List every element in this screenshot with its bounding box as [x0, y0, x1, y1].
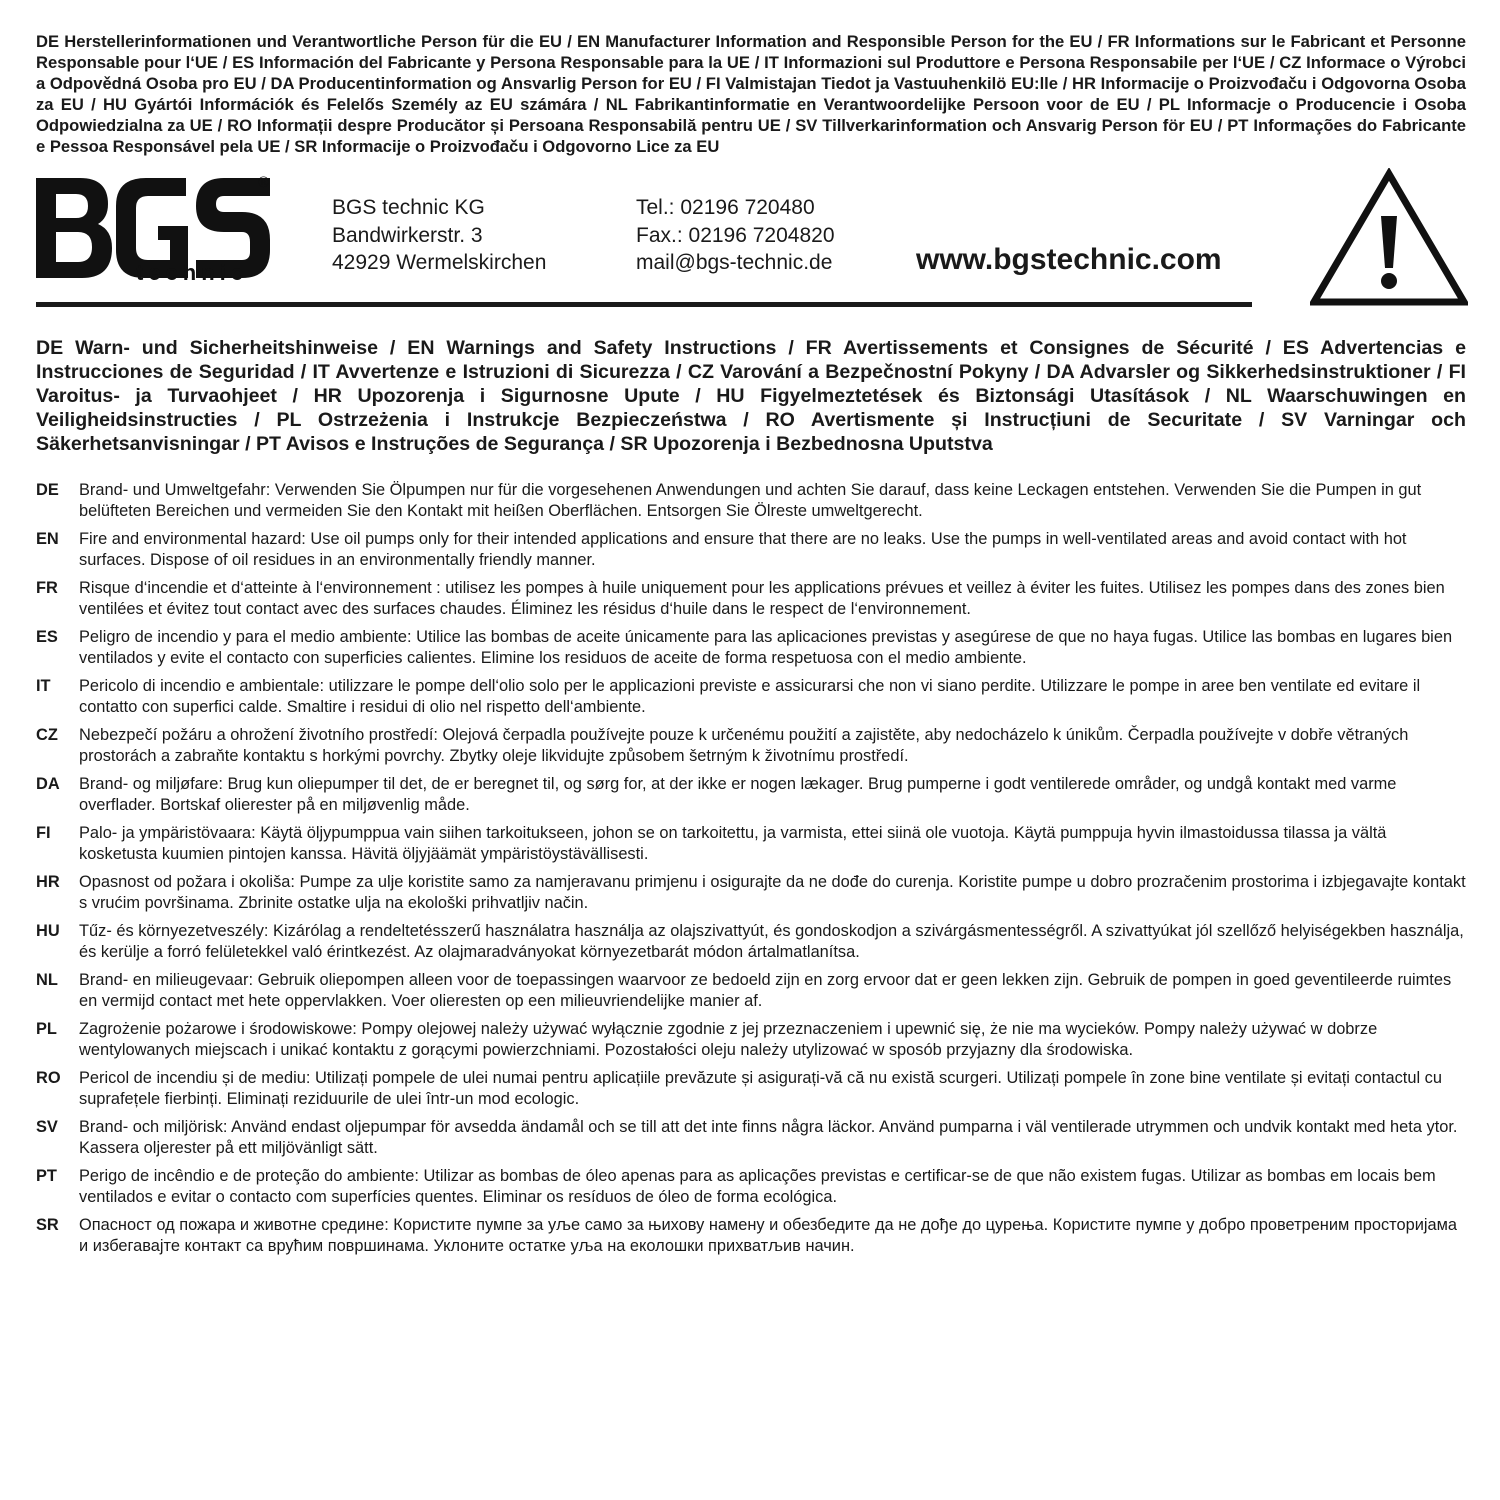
safety-entry-sv: [36, 1117, 1466, 1159]
safety-entry-hr: [36, 872, 1466, 914]
manufacturer-header: [36, 172, 1466, 322]
language-code: NL: [36, 971, 58, 989]
safety-text: Pericolo di incendio e ambientale: utilizzare le pompe dell‘olio solo per le applicazioni previste e assicurarsi che non vi siano perdite. Utilizzare le pompe in aree ben ventilate ed evitare il contatto con superfici calde. Smaltire i residui di olio nel rispetto dell‘ambiente.: [79, 677, 1421, 716]
safety-entry-ro: [36, 1068, 1466, 1110]
safety-entries-list: [36, 480, 1466, 1257]
website-url: www.bgstechnic.com: [916, 243, 1222, 276]
safety-text: Risque d‘incendie et d‘atteinte à l‘environnement : utilisez les pompes à huile uniquement pour les applications prévues et veillez à éviter les fuites. Utilisez les pompes dans des zones bien ventilées et évitez tout contact avec des surfaces chaudes. Éliminez les résidus d‘huile dans le respect de l‘environnement.: [79, 579, 1445, 618]
safety-entry-nl: [36, 970, 1466, 1012]
safety-text: Brand- og miljøfare: Brug kun oliepumper til det, de er beregnet til, og sørg for, at der ikke er nogen lækager. Brug pumperne i godt ventilerede områder, og undgå kontakt med varme overflader. Bortskaf olierester på en miljøvenlig måde.: [79, 775, 1397, 814]
safety-entry-fr: [36, 578, 1466, 620]
safety-text: Perigo de incêndio e de proteção do ambiente: Utilizar as bombas de óleo apenas para as aplicações previstas e certificar-se de que não existem fugas. Utilizar as bombas em locais bem ventilados e evitar o contacto com superfícies quentes. Eliminar os resíduos de óleo de forma ecológica.: [79, 1167, 1436, 1206]
safety-text: Brand- en milieugevaar: Gebruik oliepompen alleen voor de toepassingen waarvoor ze bedoeld zijn en zorg ervoor dat er geen lekken zijn. Gebruik de pompen in goed geventileerde ruimtes en vermijd contact met hete oppervlakken. Voer olieresten op een milieuvriendelijke manier af.: [79, 971, 1452, 1010]
language-code: FR: [36, 579, 58, 597]
safety-entry-es: [36, 627, 1466, 669]
safety-entry-sr: [36, 1215, 1466, 1257]
language-code: DE: [36, 481, 59, 499]
language-code: PL: [36, 1020, 57, 1038]
logo-registered-mark: ®: [258, 174, 270, 191]
language-code: HU: [36, 922, 60, 940]
fax-number: Fax.: 02196 7204820: [636, 223, 835, 247]
company-address: [332, 194, 546, 277]
company-name: BGS technic KG: [332, 196, 485, 219]
bgs-logo: [36, 174, 276, 284]
safety-entry-hu: [36, 921, 1466, 963]
safety-text: Nebezpečí požáru a ohrožení životního prostředí: Olejová čerpadla používejte pouze k určenému použití a zajistěte, aby nedocházelo k únikům. Čerpadla používejte v dobře větraných prostorách a zabraňte kontaktu s horkými povrchy. Zbytky oleje likvidujte způsobem šetrným k životnímu prostředí.: [79, 726, 1409, 765]
language-code: SR: [36, 1216, 59, 1234]
safety-entry-pl: [36, 1019, 1466, 1061]
safety-text: Pericol de incendiu și de mediu: Utilizați pompele de ulei numai pentru aplicațiile prevăzute și asigurați-vă că nu există scurgeri. Utilizați pompele în zone bine ventilate și evitați contactul cu suprafețele fierbinți. Eliminați reziduurile de ulei într-un mod ecologic.: [79, 1069, 1442, 1108]
safety-entry-pt: [36, 1166, 1466, 1208]
safety-text: Fire and environmental hazard: Use oil pumps only for their intended applications and ensure that there are no leaks. Use the pumps in well-ventilated areas and avoid contact with hot surfaces. Dispose of oil residues in an environmentally friendly manner.: [79, 530, 1407, 569]
city-address: 42929 Wermelskirchen: [332, 251, 547, 274]
language-code: PT: [36, 1167, 57, 1185]
safety-text: Zagrożenie pożarowe i środowiskowe: Pompy olejowej należy używać wyłącznie zgodnie z jej przeznaczeniem i upewnić się, że nie ma wycieków. Pompy należy używać w dobrze wentylowanych miejscach i unikać kontaktu z gorącymi powierzchniami. Pozostałości oleju należy utylizować w sposób przyjazny dla środowiska.: [79, 1020, 1378, 1059]
language-code: ES: [36, 628, 58, 646]
safety-text: Brand- och miljörisk: Använd endast oljepumpar för avsedda ändamål och se till att det inte finns några läckor. Använd pumparna i väl ventilerade utrymmen och undvik kontakt med heta ytor. Kassera oljerester på ett miljövänligt sätt.: [79, 1118, 1458, 1157]
language-code: RO: [36, 1069, 61, 1087]
manufacturer-info-heading: DE Herstellerinformationen und Verantwortliche Person für die EU / EN Manufacturer Information and Responsible Person for the EU / FR Informations sur le Fabricant et Personne Responsable pour l‘UE / ES Información del Fabricante y Persona Responsable para la UE / IT Informazioni sul Produttore e Persona Responsabile per l‘UE / CZ Informace o Výrobci a Odpovědná Osoba pro EU / DA Producentinformation og Ansvarlig Person for EU / FI Valmistajan Tiedot ja Vastuuhenkilö EU:lle / HR Informacije o Proizvođaču i Odgovorna Osoba za EU / HU Gyártói Információk és Felelős Személy az EU számára / NL Fabrikantinformatie en Verantwoordelijke Persoon voor de EU / PL Informacje o Producencie i Osoba Odpowiedzialna za UE / RO Informații despre Producător și Persoana Responsabilă pentru UE / SV Tillverkarinformation och Ansvarig Person för EU / PT Informações do Fabricante e Pessoa Responsável pela UE / SR Informacije o Proizvođaču i Odgovorno Lice za EU: [36, 32, 1466, 156]
email-address: mail@bgs-technic.de: [636, 251, 833, 274]
warning-triangle-icon: [1310, 168, 1468, 308]
language-code: EN: [36, 530, 59, 548]
safety-text: Tűz- és környezetveszély: Kizárólag a rendeltetésszerű használatra használja az olajszivattyút, és gondoskodjon a szivárgásmentességről. A szivattyúkat jól szellőző helyiségekben használja, és kerülje a forró felületekkel való érintkezést. Az olajmaradványokat környezetbarát módon ártalmatlanítsa.: [79, 922, 1464, 961]
document-page: [36, 31, 1466, 1264]
safety-entry-cz: [36, 725, 1466, 767]
safety-text: Opasnost od požara i okoliša: Pumpe za ulje koristite samo za namjeravanu primjenu i osigurajte da ne dođe do curenja. Koristite pumpe u dobro prozračenim prostorima i izbjegavajte kontakt s vrućim površinama. Zbrinite ostatke ulja na ekološki prihvatljiv način.: [79, 873, 1466, 912]
language-code: HR: [36, 873, 60, 891]
phone-number: Tel.: 02196 720480: [636, 196, 815, 219]
safety-instructions-heading: DE Warn- und Sicherheitshinweise / EN Warnings and Safety Instructions / FR Avertissements et Consignes de Sécurité / ES Advertencias e Instrucciones de Seguridad / IT Avvertenze e Istruzioni di Sicurezza / CZ Varování a Bezpečnostní Pokyny / DA Advarsler og Sikkerhedsinstruktioner / FI Varoitus- ja Turvaohjeet / HR Upozorenja i Sigurnosne Upute / HU Figyelmeztetések és Biztonsági Utasítások / NL Waarschuwingen en Veiligheidsinstructies / PL Ostrzeżenia i Instrukcje Bezpieczeństwa / RO Avertismente și Instrucțiuni de Securitate / SV Varningar och Säkerhetsanvisningar / PT Avisos e Instruções de Segurança / SR Upozorenja i Bezbednosna Uputstva: [36, 337, 1466, 455]
language-code: CZ: [36, 726, 58, 744]
street-address: Bandwirkerstr. 3: [332, 223, 483, 247]
safety-text: Brand- und Umweltgefahr: Verwenden Sie Ölpumpen nur für die vorgesehenen Anwendungen und achten Sie darauf, dass keine Leckagen entstehen. Verwenden Sie die Pumpen in gut belüfteten Bereichen und vermeiden Sie den Kontakt mit heißen Oberflächen. Entsorgen Sie Ölreste umweltgerecht.: [79, 481, 1422, 520]
safety-text: Опасност од пожара и животне средине: Користите пумпе за уље само за њихову намену и обезбедите да не дође до цурења. Користите пумпе у добро проветреним просторијама и избегавајте контакт са врућим површинама. Уклоните остатке уља на еколошки прихватљив начин.: [79, 1216, 1457, 1255]
safety-entry-de: [36, 480, 1466, 522]
safety-text: Palo- ja ympäristövaara: Käytä öljypumppua vain siihen tarkoitukseen, johon se on tarkoitettu, ja varmista, ettei siinä ole vuotoja. Käytä pumppuja hyvin ilmastoidussa tilassa ja vältä kosketusta kuumien pintojen kanssa. Hävitä öljyjäämät ympäristöystävällisesti.: [79, 824, 1387, 863]
safety-entry-en: [36, 529, 1466, 571]
company-contact: [636, 194, 835, 277]
safety-entry-fi: [36, 823, 1466, 865]
safety-entry-da: [36, 774, 1466, 816]
safety-text: Peligro de incendio y para el medio ambiente: Utilice las bombas de aceite únicamente para las aplicaciones previstas y asegúrese de que no haya fugas. Utilice las bombas en lugares bien ventilados y evite el contacto con superficies calientes. Elimine los residuos de aceite de forma respetuosa con el medio ambiente.: [79, 628, 1453, 667]
language-code: FI: [36, 824, 51, 842]
language-code: IT: [36, 677, 51, 695]
language-code: DA: [36, 775, 60, 793]
logo-subtitle: technic: [136, 260, 249, 284]
safety-entry-it: [36, 676, 1466, 718]
header-divider: [36, 302, 1252, 307]
language-code: SV: [36, 1118, 58, 1136]
